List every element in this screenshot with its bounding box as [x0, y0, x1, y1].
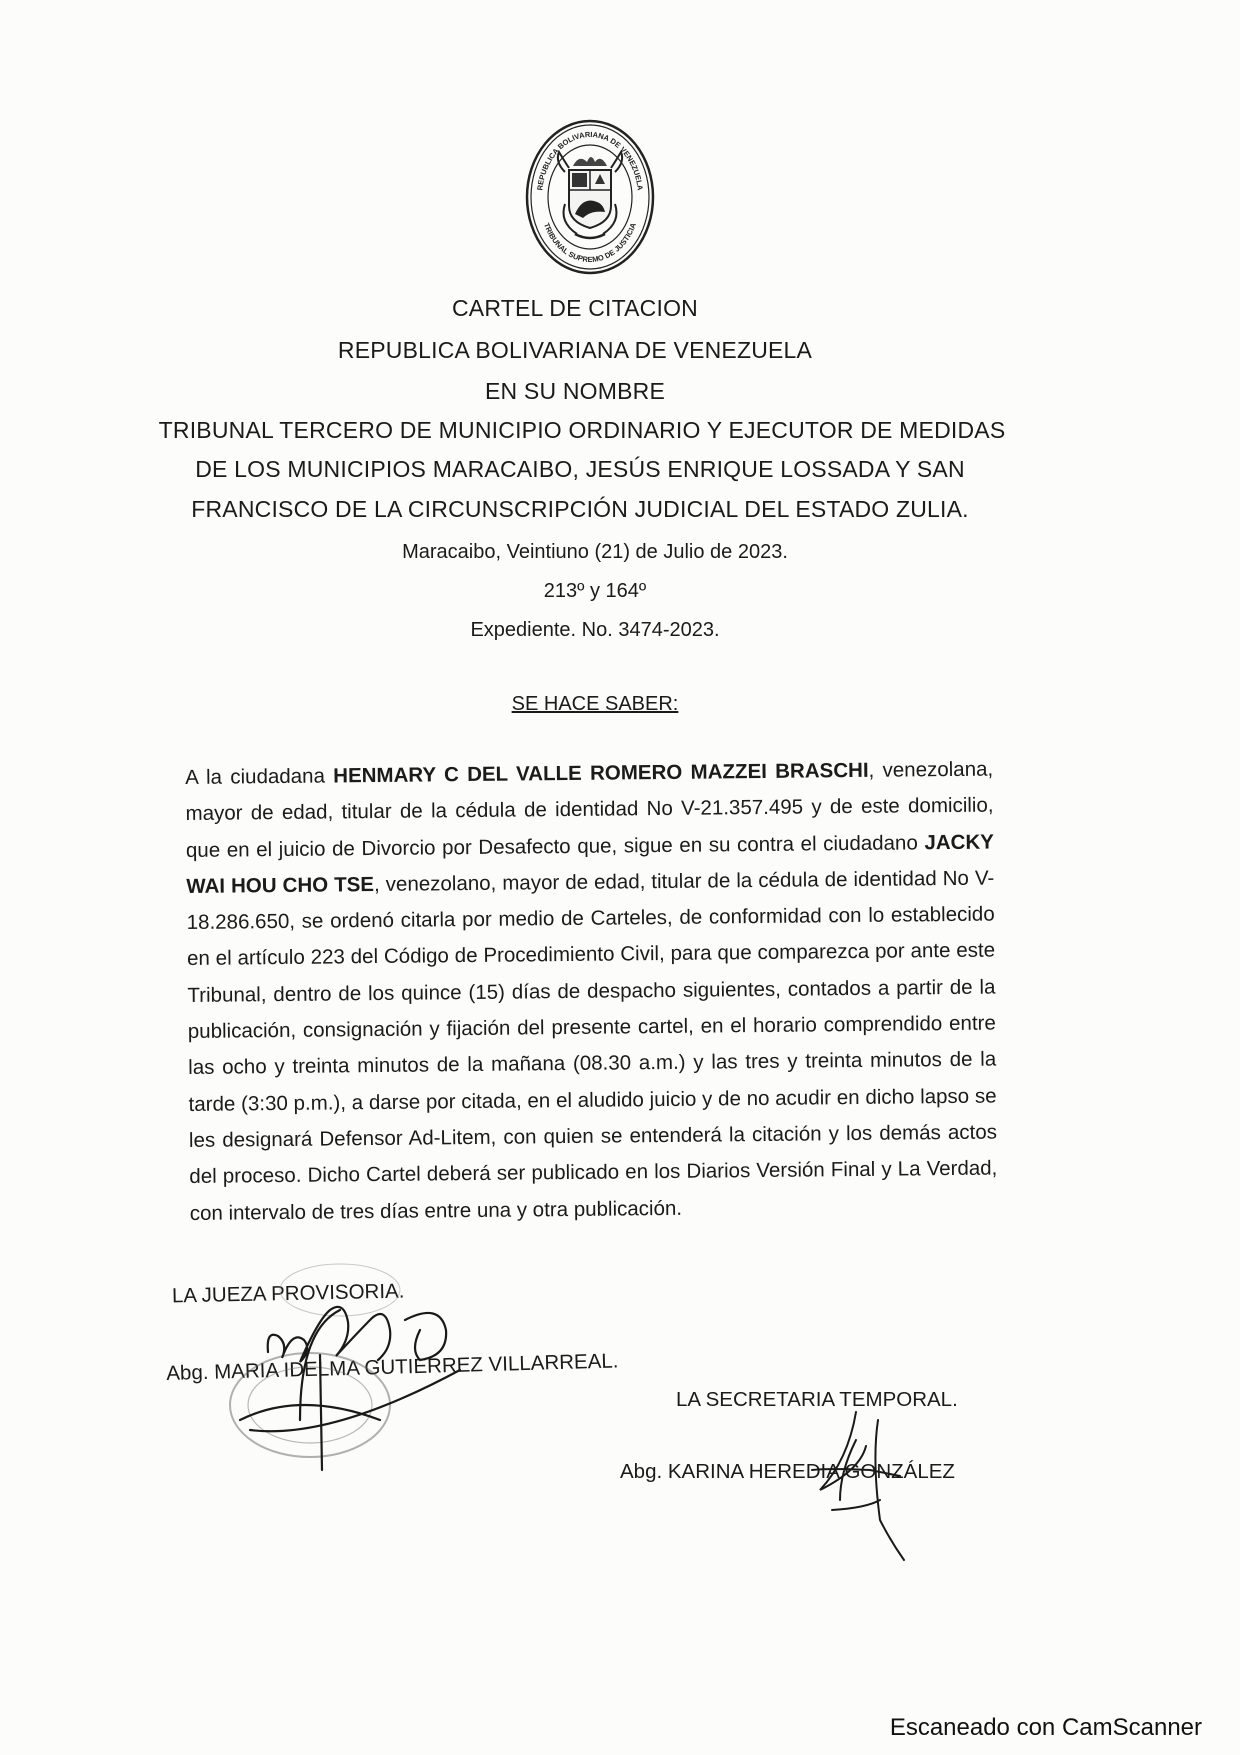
- secretary-name: Abg. KARINA HEREDIA GONZÁLEZ: [620, 1460, 955, 1483]
- body-intro: A la ciudadana: [185, 764, 334, 789]
- header-title: CARTEL DE CITACION: [452, 295, 698, 321]
- header-name: EN SU NOMBRE: [484, 378, 666, 404]
- expediente-number: Expediente. No. 3474-2023.: [470, 619, 720, 641]
- header-tribunal-2: DE LOS MUNICIPIOS MARACAIBO, JESÚS ENRIQUE LOSSADA Y SAN: [195, 456, 965, 482]
- scanner-footer: Escaneado con CamScanner: [889, 1714, 1202, 1741]
- header-republic: REPUBLICA BOLIVARIANA DE VENEZUELA: [337, 337, 813, 363]
- secretary-signature-icon: [812, 1412, 904, 1560]
- document-years: 213º y 164º: [543, 580, 647, 602]
- judge-name: Abg. MARIA IDELMA GUTIERREZ VILLARREAL.: [166, 1349, 619, 1385]
- defendant-name: HENMARY C DEL VALLE ROMERO MAZZEI BRASCHI: [333, 758, 869, 788]
- plaintiff-name: JACKY WAI HOU CHO TSE: [186, 830, 995, 898]
- judge-signature-icon: [240, 1307, 460, 1470]
- section-title: SE HACE SABER:: [511, 693, 679, 715]
- judge-title: LA JUEZA PROVISORIA.: [171, 1279, 405, 1308]
- seal-icon: [525, 118, 655, 276]
- body-part-1: , venezolana, mayor de edad, titular de la cédula de identidad No V-21.357.495 y de este domicilio, que en el juicio de Divorcio por Desafecto que, sigue en su contra el ciudadano: [185, 757, 994, 862]
- header-tribunal-3: FRANCISCO DE LA CIRCUNSCRIPCIÓN JUDICIAL DEL ESTADO ZULIA.: [191, 496, 969, 522]
- seal-bottom-text: TRIBUNAL SUPREMO DE JUSTICIA: [542, 221, 638, 265]
- header-tribunal-1: TRIBUNAL TERCERO DE MUNICIPIO ORDINARIO Y EJECUTOR DE MEDIDAS: [158, 417, 1006, 443]
- body-part-2: , venezolano, mayor de edad, titular de la cédula de identidad No V-18.286.650, se ordenó citarla por medio de Carteles, de conformidad con lo establecido en el artículo 223 del Código de Procedimiento Civil, para que comparezca por ante este Tribunal, dentro de los quince (15) días de despacho siguientes, contados a partir de la publicación, consignación y fijación del presente cartel, en el horario comprendido entre las ocho y treinta minutos de la mañana (08.30 a.m.) y las tres y treinta minutos de la tarde (3:30 p.m.), a darse por citada, en el aludido juicio y de no acudir en dicho lapso se les designará Defensor Ad-Litem, con quien se entenderá la citación y los demás actos del proceso. Dicho Cartel deberá ser publicado en los Diarios Versión Final y La Verdad, con intervalo de tres días entre una y otra publicación.: [186, 866, 998, 1225]
- secretary-title: LA SECRETARIA TEMPORAL.: [676, 1388, 958, 1411]
- document-date: Maracaibo, Veintiuno (21) de Julio de 2023.: [402, 541, 788, 563]
- seal-top-text: REPUBLICA BOLIVARIANA DE VENEZUELA: [535, 129, 645, 191]
- body-paragraph: [185, 752, 998, 1232]
